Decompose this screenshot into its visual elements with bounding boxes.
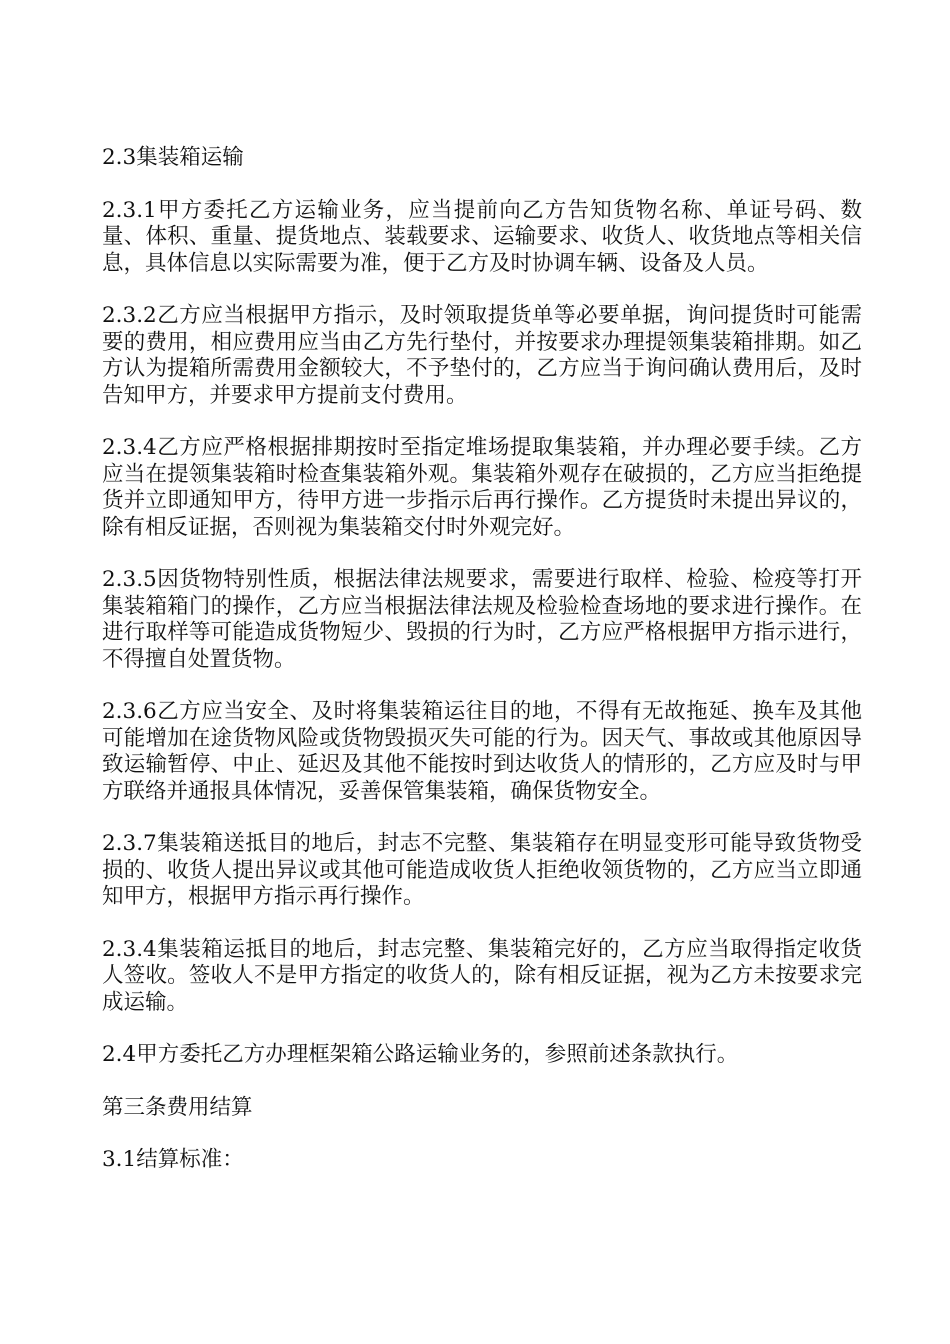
clause-2-3-4-pickup: 2.3.4乙方应严格根据排期按时至指定堆场提取集装箱，并办理必要手续。乙方应当在提领集装箱时检查集装箱外观。集装箱外观存在破损的，乙方应当拒绝提货并立即通知甲方，待甲方进一步指示后再行操作。乙方提货时未提出异议的，除有相反证据，否则视为集装箱交付时外观完好。 bbox=[102, 435, 862, 540]
clause-2-3-1: 2.3.1甲方委托乙方运输业务，应当提前向乙方告知货物名称、单证号码、数量、体积、重量、提货地点、装载要求、运输要求、收货人、收货地点等相关信息，具体信息以实际需要为准，便于乙方及时协调车辆、设备及人员。 bbox=[102, 197, 862, 276]
clause-2-4: 2.4甲方委托乙方办理框架箱公路运输业务的，参照前述条款执行。 bbox=[102, 1042, 739, 1067]
clause-3-1: 3.1结算标准： bbox=[102, 1147, 244, 1172]
clause-2-3-7: 2.3.7集装箱送抵目的地后，封志不完整、集装箱存在明显变形可能导致货物受损的、收货人提出异议或其他可能造成收货人拒绝收领货物的，乙方应当立即通知甲方，根据甲方指示再行操作。 bbox=[102, 831, 862, 909]
document-body bbox=[102, 145, 862, 1200]
clause-2-3-5: 2.3.5因货物特别性质，根据法律法规要求，需要进行取样、检验、检疫等打开集装箱箱门的操作，乙方应当根据法律法规及检验检查场地的要求进行操作。在进行取样等可能造成货物短少、毁损的行为时，乙方应严格根据甲方指示进行，不得擅自处置货物。 bbox=[102, 567, 862, 672]
article-3-heading: 第三条费用结算 bbox=[102, 1094, 253, 1120]
clause-2-3-4-delivery: 2.3.4集装箱运抵目的地后，封志完整、集装箱完好的，乙方应当取得指定收货人签收。签收人不是甲方指定的收货人的，除有相反证据，视为乙方未按要求完成运输。 bbox=[102, 936, 862, 1015]
section-heading-2-3: 2.3集装箱运输 bbox=[102, 145, 244, 170]
clause-2-3-6: 2.3.6乙方应当安全、及时将集装箱运往目的地，不得有无故拖延、换车及其他可能增加在途货物风险或货物毁损灭失可能的行为。因天气、事故或其他原因导致运输暂停、中止、延迟及其他不能按时到达收货人的情形的，乙方应及时与甲方联络并通报具体情况，妥善保管集装箱，确保货物安全。 bbox=[102, 699, 862, 804]
clause-2-3-2: 2.3.2乙方应当根据甲方指示，及时领取提货单等必要单据，询问提货时可能需要的费用，相应费用应当由乙方先行垫付，并按要求办理提领集装箱排期。如乙方认为提箱所需费用金额较大，不予垫付的，乙方应当于询问确认费用后，及时告知甲方，并要求甲方提前支付费用。 bbox=[102, 303, 862, 408]
